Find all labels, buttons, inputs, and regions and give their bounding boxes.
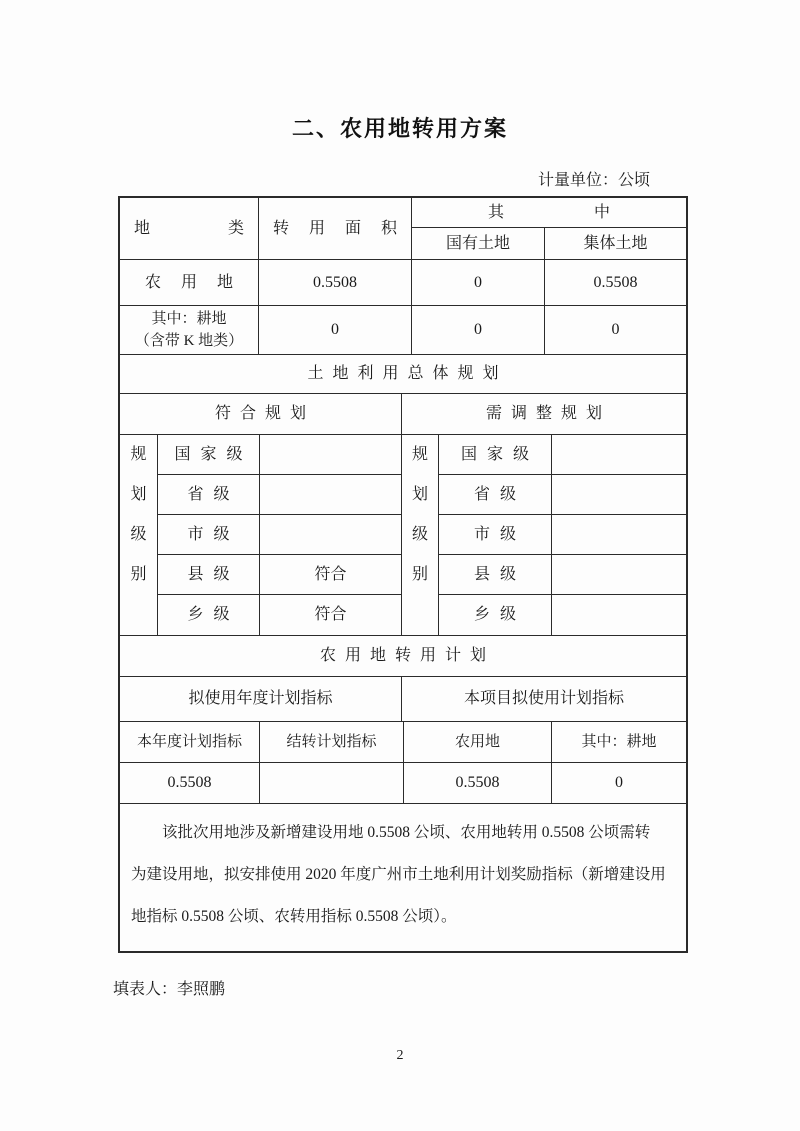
section-note [120,804,686,959]
row-agricultural-state: 0 [412,260,545,306]
level-label-town-right: 乡级 [439,595,552,635]
level-value-province-right [552,475,686,515]
level-value-province-left [260,475,402,515]
project-indicator-header: 本项目拟使用计划指标 [463,690,624,707]
section-indicator-subheaders [120,722,686,763]
level-label-town-left: 乡级 [158,595,260,635]
section-overall-plan-title [120,355,686,394]
level-label-county-left: 县级 [158,555,260,595]
preparer-label: 填表人：李照鹏 [113,981,226,998]
section-indicator-headers [120,677,686,722]
subheader-agricultural-land: 农用地 [404,722,552,762]
note-line: 为建设用地，拟安排使用 2020 年度广州市土地利用计划奖励指标（新增建设用 [131,866,666,883]
section-conversion-plan-title [120,636,686,677]
conversion-plan-title: 农用地转用计划 [319,647,495,664]
level-label-city-right: 市级 [439,515,552,555]
land-conversion-table [118,196,688,953]
adjust-plan-header: 需调整规划 [485,405,611,422]
header-land-type: 地类 [120,198,259,260]
row-agricultural-area: 0.5508 [259,260,412,306]
row-cultivated-state: 0 [412,306,545,354]
level-value-town-right [552,595,686,635]
compliant-plan-header: 符合规划 [120,394,402,434]
subheader-cultivated-land: 其中：耕地 [581,733,657,750]
level-value-county-left: 符合 [260,555,402,595]
level-label-province-right: 省级 [439,475,552,515]
row-cultivated-area: 0 [259,306,412,354]
plan-level-axis-right: 规 划 级 别 [402,435,439,635]
document-title: 二、农用地转用方案 [291,116,508,141]
value-annual-indicator: 0.5508 [120,763,260,803]
note-line: 该批次用地涉及新增建设用地 0.5508 公顷、农用地转用 0.5508 公顷需转 [162,824,651,841]
section-indicator-values [120,763,686,804]
value-agricultural-land: 0.5508 [404,763,552,803]
header-conversion-area: 转用面积 [259,198,412,260]
value-cultivated-land: 0 [615,774,623,791]
value-carryover-indicator [260,763,404,803]
level-label-city-left: 市级 [158,515,260,555]
level-value-town-left: 符合 [260,595,402,635]
overall-plan-title: 土地利用总体规划 [307,365,508,382]
header-state-owned: 国有土地 [412,228,545,260]
level-label-national-left: 国家级 [158,435,260,475]
level-value-city-right [552,515,686,555]
page-number: 2 [396,1048,404,1063]
level-label-province-left: 省级 [158,475,260,515]
level-value-city-left [260,515,402,555]
row-cultivated-label: 其中：耕地 （含带 K 地类） [120,306,259,354]
section-plan-levels [120,435,686,636]
annual-indicator-header: 拟使用年度计划指标 [120,677,402,721]
subheader-carryover-indicator: 结转计划指标 [260,722,404,762]
level-label-county-right: 县级 [439,555,552,595]
header-collective: 集体土地 [545,228,686,260]
row-agricultural-collective: 0.5508 [545,260,686,306]
level-label-national-right: 国家级 [439,435,552,475]
note-line: 地指标 0.5508 公顷、农转用指标 0.5508 公顷）。 [131,908,457,925]
level-value-national-left [260,435,402,475]
level-value-county-right [552,555,686,595]
section-land-area [120,198,686,355]
level-value-national-right [552,435,686,475]
plan-level-axis-left: 规 划 级 别 [120,435,158,635]
unit-label: 计量单位：公顷 [537,172,650,189]
row-cultivated-collective: 0 [611,321,620,338]
section-plan-headers [120,394,686,435]
header-of-which: 其中 [412,198,686,228]
note-paragraph [120,804,686,959]
row-agricultural-label: 农用地 [120,260,259,306]
subheader-annual-indicator: 本年度计划指标 [120,722,260,762]
